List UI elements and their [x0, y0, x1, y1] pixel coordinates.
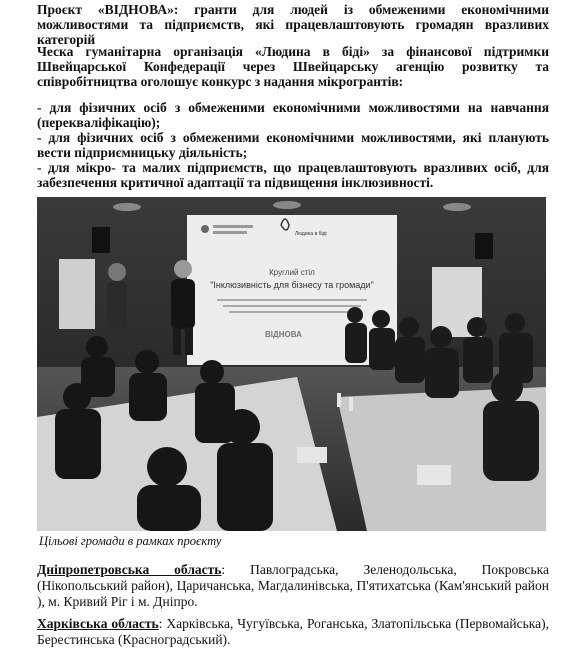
project-title-rest: : гранти для людей із обмеженими економічними можливостями та підприємств, які працевлаштовують громадян вразливих категорій	[37, 2, 549, 47]
region-kharkiv	[37, 616, 549, 648]
bullet-enterprises: - для мікро- та малих підприємств, що працевлаштовують вразливих осіб, для забезпечення критичної адаптації та підвищення інклюзивності.	[37, 160, 549, 190]
intro-paragraph: Ческа гуманітарна організація «Людина в біді» за фінансової підтримки Швейцарської Конфедерації через Швейцарську агенцію розвитку та співробітництва оголошує конкурс з надання мікрогрантів:	[37, 44, 549, 89]
slide-subheading: "Інклюзивність для бізнесу та громади"	[210, 280, 374, 290]
slide-partner-name: Людина в біді	[295, 231, 327, 237]
region-name: Дніпропетровська область	[37, 562, 222, 577]
project-name: Проєкт «ВІДНОВА»	[37, 2, 174, 17]
region-dnipropetrovsk	[37, 562, 549, 610]
region-communities: : Харківська, Чугуївська, Роганська, Златопільська (Первомайська), Берестинська (Красноградський).	[37, 616, 549, 647]
region-name: Харківська область	[37, 616, 159, 631]
swiss-emblem-icon	[201, 225, 209, 233]
slide-logo: ВІДНОВА	[265, 330, 302, 339]
slide-heading: Круглий стіл	[269, 268, 315, 277]
project-title	[37, 2, 549, 47]
photo-caption: Цільові громади в рамках проєкту	[39, 534, 222, 548]
region-communities: : Павлоградська, Зеленодольська, Покровська (Нікопольський район), Царичанська, Магдалинівська, П'ятихатська (Кам'янський район ), м. Кривий Ріг і м. Дніпро.	[37, 562, 549, 609]
bullet-retraining: - для фізичних осіб з обмеженими економічними можливостями на навчання (перекваліфікацію);	[37, 100, 549, 130]
presenter-woman	[107, 263, 127, 329]
event-photo	[37, 197, 546, 531]
bullet-entrepreneurship: - для фізичних осіб з обмеженими економічними можливостями, які планують вести підприємницьку діяльність;	[37, 130, 549, 160]
